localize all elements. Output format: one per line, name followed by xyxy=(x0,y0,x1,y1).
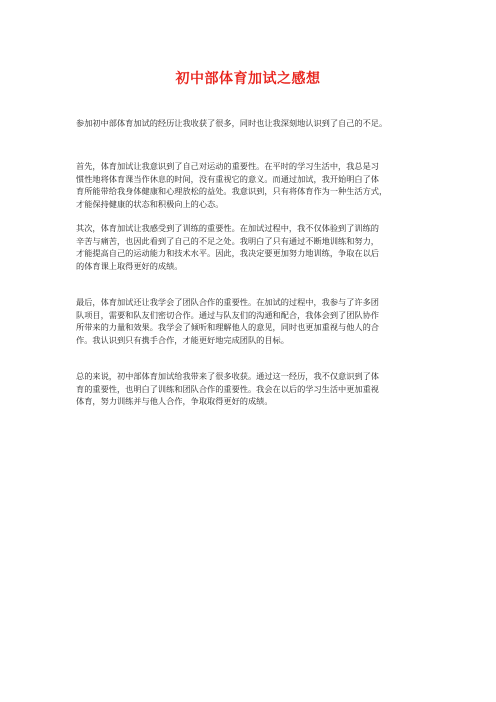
paragraph-line: 才能提高自己的运动能力和技术水平。因此，我决定要更加努力地训练，争取在以后 xyxy=(76,248,379,259)
paragraph-2 xyxy=(76,222,436,272)
paragraph-line: 育所能带给我身体健康和心理放松的益处。我意识到，只有将体育作为一种生活方式， xyxy=(76,186,388,197)
paragraph-line: 首先，体育加试让我意识到了自己对运动的重要性。在平时的学习生活中，我总是习 xyxy=(76,161,379,171)
paragraph-line: 惯性地将体育课当作休息的时间，没有重视它的意义。而通过加试，我开始明白了体 xyxy=(76,173,379,184)
paragraph-line: 最后，体育加试还让我学会了团队合作的重要性。在加试的过程中，我参与了许多团 xyxy=(76,297,379,307)
paragraph-line: 辛苦与痛苦，也因此看到了自己的不足之处。我明白了只有通过不断地训练和努力， xyxy=(76,235,379,246)
paragraph-line: 的体育课上取得更好的成绩。 xyxy=(76,260,183,271)
paragraph-line: 体育，努力训练并与他人合作，争取取得更好的成绩。 xyxy=(76,396,273,407)
paragraph-line: 队项目，需要和队友们密切合作。通过与队友们的沟通和配合，我体会到了团队协作 xyxy=(76,309,379,320)
paragraph-4 xyxy=(76,370,436,408)
paragraph-3 xyxy=(76,296,436,346)
paragraph-1 xyxy=(76,160,436,210)
paragraph-line: 总的来说，初中部体育加试给我带来了很多收获。通过这一经历，我不仅意识到了体 xyxy=(76,371,379,381)
paragraph-line: 其次，体育加试让我感受到了训练的重要性。在加试过程中，我不仅体验到了训练的 xyxy=(76,223,379,233)
paragraph-line: 作。我认识到只有携手合作，才能更好地完成团队的目标。 xyxy=(76,334,289,345)
paragraph-line: 育的重要性，也明白了训练和团队合作的重要性。我会在以后的学习生活中更加重视 xyxy=(76,383,379,394)
intro-paragraph: 参加初中部体育加试的经历让我收获了很多，同时也让我深刻地认识到了自己的不足。 xyxy=(76,118,388,128)
paragraph-line: 才能保持健康的状态和积极向上的心态。 xyxy=(76,198,224,209)
document-title: 初中部体育加试之感想 xyxy=(175,71,321,87)
paragraph-line: 所带来的力量和效果。我学会了倾听和理解他人的意见，同时也更加重视与他人的合 xyxy=(76,322,379,333)
